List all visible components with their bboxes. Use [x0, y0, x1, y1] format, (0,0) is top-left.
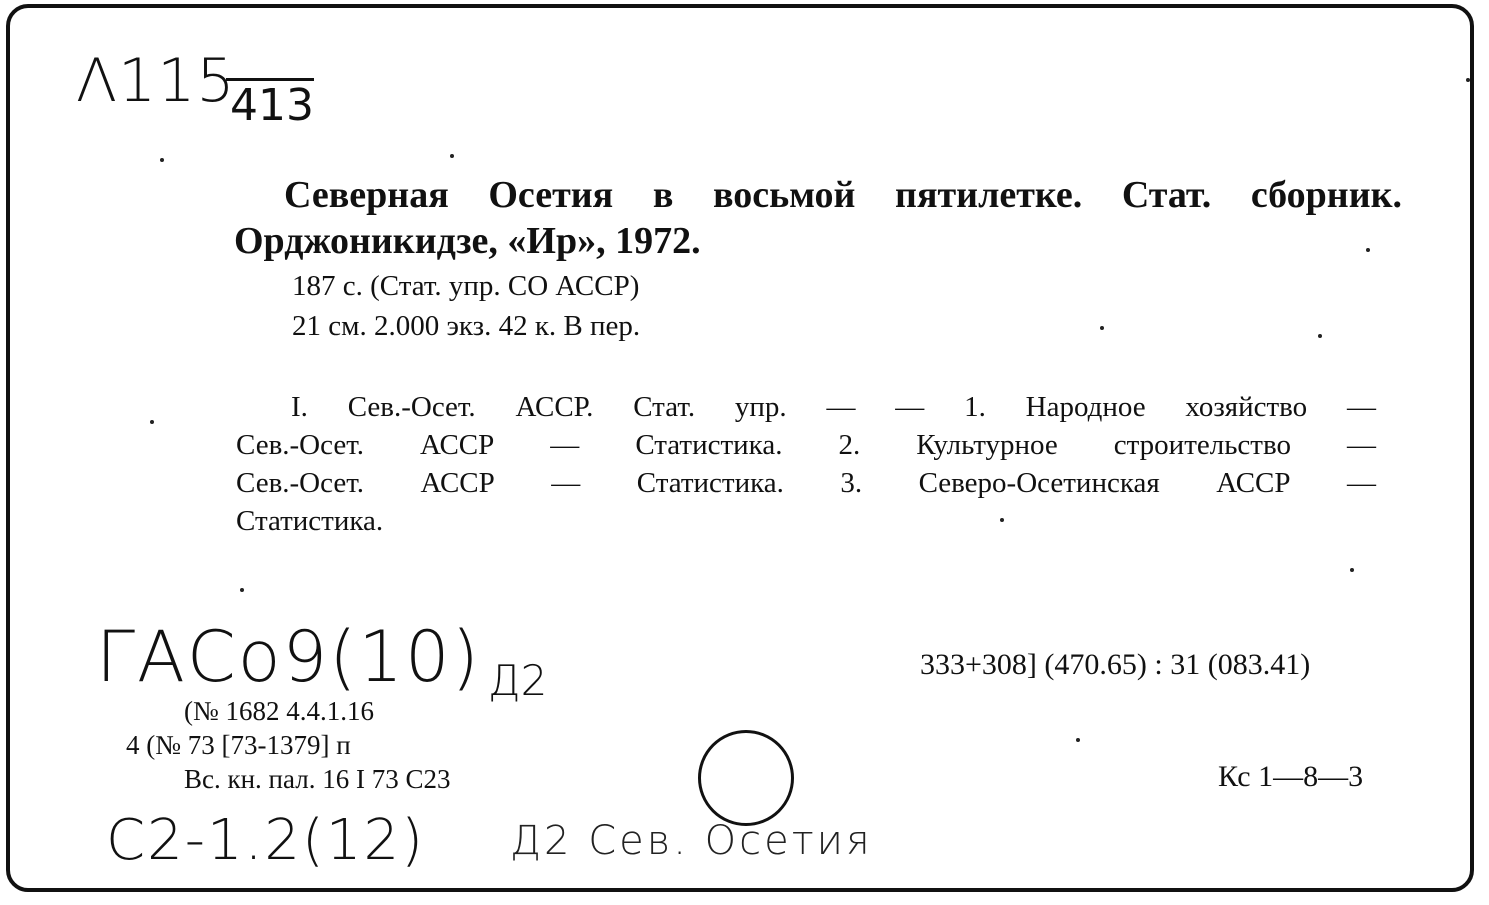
meta-line-1: 187 с. (Стат. упр. СО АССР): [292, 270, 640, 302]
meta-line-2: 21 см. 2.000 экз. 42 к. В пер.: [292, 310, 641, 342]
handwritten-classification: ГАСо9(10): [96, 616, 481, 698]
ink-speck: [450, 154, 454, 158]
subject-headings: [236, 388, 1376, 540]
udc-index: 333+308] (470.65) : 31 (083.41): [920, 648, 1311, 681]
card-code: Кс 1—8—3: [1218, 760, 1364, 793]
entry-meta: [292, 266, 640, 346]
ink-speck: [160, 158, 164, 162]
subject-line-4: Статистика.: [236, 505, 384, 537]
ink-speck: [1318, 334, 1322, 338]
ink-speck: [1366, 248, 1370, 252]
publication-number-1: (№ 1682 4.4.1.16: [184, 696, 375, 726]
handwritten-shelfmark: Λ115: [76, 46, 236, 116]
ink-speck: [150, 420, 154, 424]
handwritten-bottom-note: С2-1.2(12): [106, 808, 425, 873]
punch-hole-circle: [698, 730, 794, 826]
handwritten-classification-suffix: Д2: [488, 656, 548, 705]
handwritten-bottom-note-suffix: Д2 Сев. Осетия: [510, 818, 873, 864]
handwritten-fraction: [226, 78, 314, 131]
ink-speck: [1076, 738, 1080, 742]
ink-speck: [1100, 326, 1104, 330]
handwritten-fraction-denominator: 413: [230, 80, 314, 131]
catalog-card: [6, 4, 1474, 892]
publication-number-2: 4 (№ 73 [73-1379] п: [126, 730, 351, 760]
subject-line-3: Сев.-Осет. АССР — Статистика. 3. Северо-Осетинская АССР —: [236, 467, 1376, 499]
ink-speck: [1350, 568, 1354, 572]
entry-title: [234, 172, 1402, 264]
ink-speck: [240, 588, 244, 592]
title-line-2: Орджоникидзе, «Ир», 1972.: [234, 220, 701, 262]
subject-line-2: Сев.-Осет. АССР — Статистика. 2. Культурное строительство —: [236, 429, 1376, 461]
subject-line-1: I. Сев.-Осет. АССР. Стат. упр. — — 1. Народное хозяйство —: [291, 391, 1376, 423]
title-line-1: Северная Осетия в восьмой пятилетке. Стат. сборник.: [284, 174, 1402, 216]
ink-speck: [1466, 78, 1470, 82]
publication-number-3: Вс. кн. пал. 16 I 73 С23: [184, 764, 451, 794]
ink-speck: [1000, 518, 1004, 522]
